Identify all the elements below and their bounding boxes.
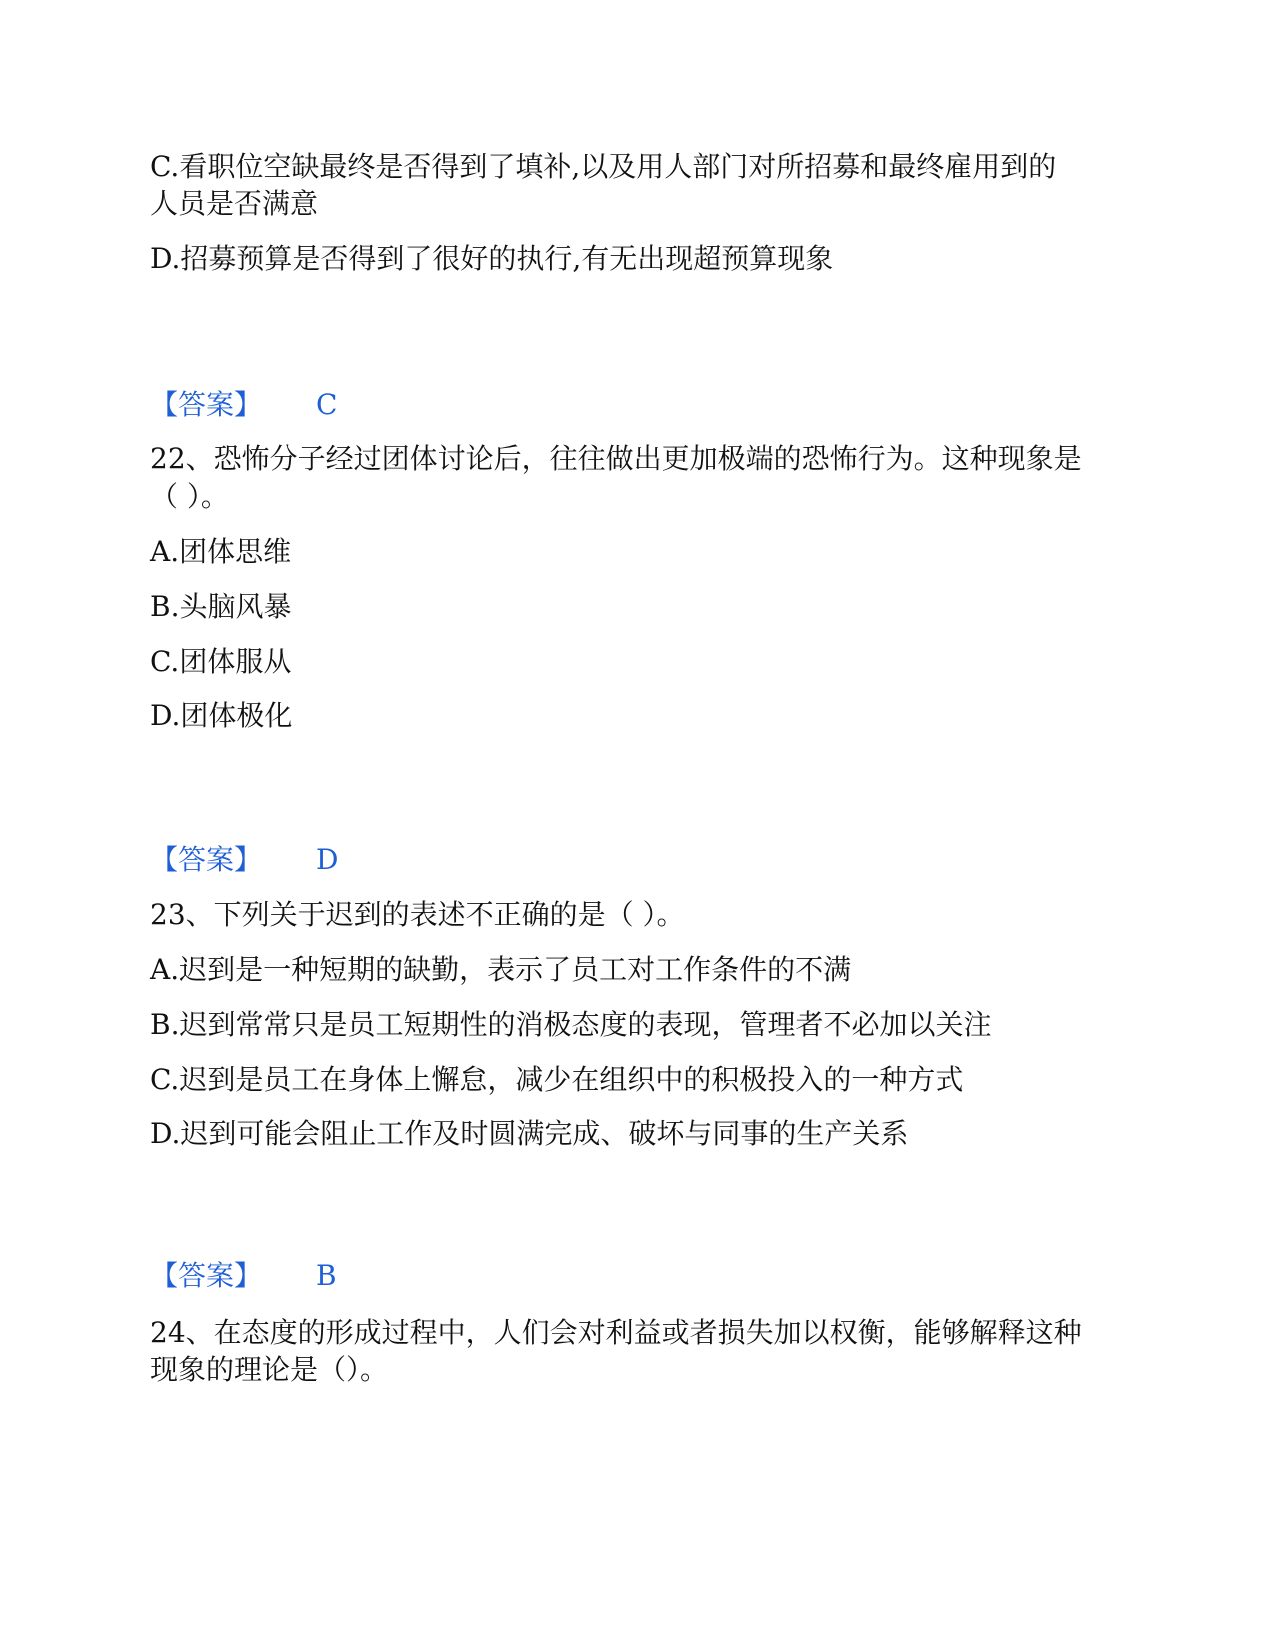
answer-label: 【答案】 xyxy=(150,1259,263,1292)
q23-option-d: D.迟到可能会阻止工作及时圆满完成、破坏与同事的生产关系 xyxy=(150,1117,909,1150)
q23-option-c: C.迟到是员工在身体上懈怠，减少在组织中的积极投入的一种方式 xyxy=(150,1063,964,1096)
answer-label: 【答案】 xyxy=(150,843,263,876)
q21-option-d: D.招募预算是否得到了很好的执行,有无出现超预算现象 xyxy=(150,242,834,275)
q21-option-c-line1: C.看职位空缺最终是否得到了填补,以及用人部门对所招募和最终雇用到的 xyxy=(150,150,1057,183)
answer-value: C xyxy=(316,388,338,421)
q24-question-line1: 24、在态度的形成过程中，人们会对利益或者损失加以权衡，能够解释这种 xyxy=(150,1316,1082,1349)
q21-option-c-line2: 人员是否满意 xyxy=(150,187,319,220)
q21-answer xyxy=(150,385,337,425)
answer-label: 【答案】 xyxy=(150,388,263,421)
q22-question-line2: （ ）。 xyxy=(150,480,229,513)
q22-question-line1: 22、恐怖分子经过团体讨论后，往往做出更加极端的恐怖行为。这种现象是 xyxy=(150,442,1082,475)
q24-question-line2: 现象的理论是（）。 xyxy=(150,1353,389,1386)
q23-question: 23、下列关于迟到的表述不正确的是（ ）。 xyxy=(150,898,685,931)
q22-option-b: B.头脑风暴 xyxy=(150,590,292,623)
answer-value: D xyxy=(316,843,339,876)
q22-option-d: D.团体极化 xyxy=(150,699,293,732)
q22-answer xyxy=(150,840,338,880)
q23-option-a: A.迟到是一种短期的缺勤，表示了员工对工作条件的不满 xyxy=(150,953,852,986)
q23-answer xyxy=(150,1256,337,1296)
q23-option-b: B.迟到常常只是员工短期性的消极态度的表现，管理者不必加以关注 xyxy=(150,1008,992,1041)
q22-option-a: A.团体思维 xyxy=(150,535,292,568)
answer-value: B xyxy=(316,1259,337,1292)
q22-option-c: C.团体服从 xyxy=(150,645,292,678)
